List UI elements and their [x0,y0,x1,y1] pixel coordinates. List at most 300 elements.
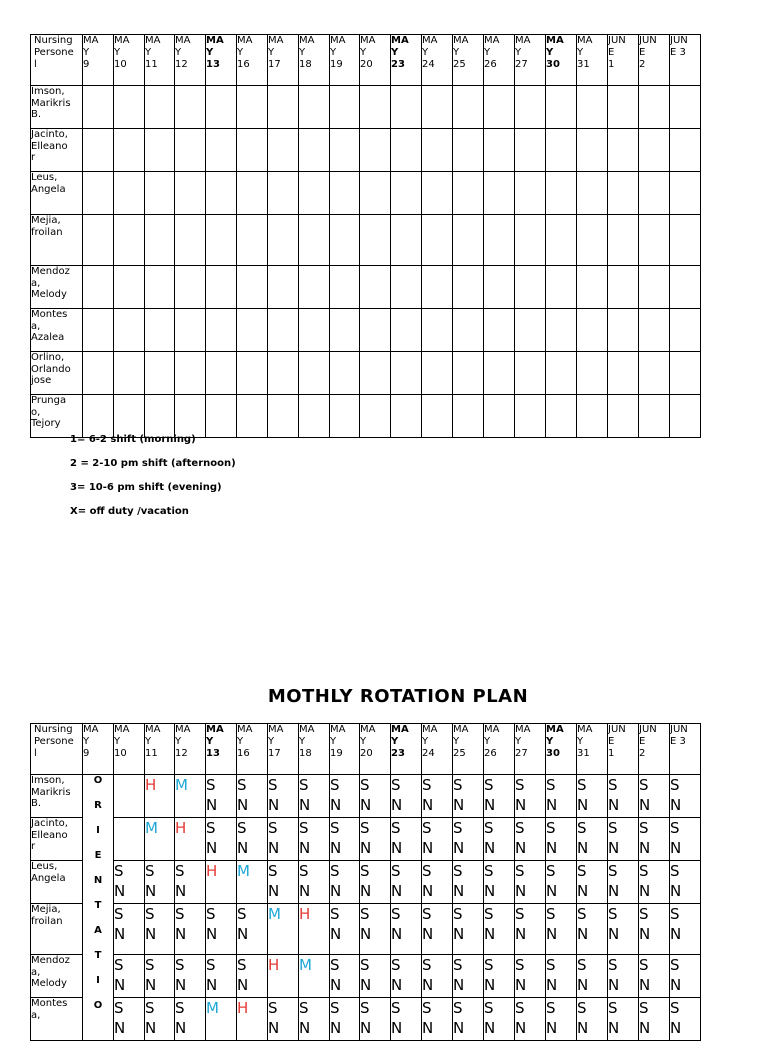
schedule-cell [330,395,360,438]
shift-cell [422,818,453,861]
date-header: MA Y 24 [422,724,453,775]
header-nursing-personnel: Nursing Persone l [31,724,83,775]
date-header: MA Y 30 [546,35,577,86]
date-header: MA Y 20 [360,724,391,775]
shift-code: S N [546,905,558,943]
schedule-cell [299,352,330,395]
schedule-cell [145,395,175,438]
schedule-cell [391,215,422,266]
date-header: MA Y 11 [145,724,175,775]
shift-cell [608,904,639,955]
orientation-letter: A [94,925,102,936]
shift-cell [206,775,237,818]
schedule-cell [546,395,577,438]
shift-code: S N [206,905,218,943]
table-row [31,775,701,818]
date-header: MA Y 12 [175,724,206,775]
schedule-cell [175,172,206,215]
shift-code: S N [360,956,372,994]
shift-cell [299,775,330,818]
schedule-cell [608,129,639,172]
schedule-cell [577,129,608,172]
date-header: MA Y 26 [484,724,515,775]
schedule-cell [453,352,484,395]
shift-cell [670,955,701,998]
legend-item: 3= 10-6 pm shift (evening) [70,482,222,493]
shift-cell [670,998,701,1041]
date-header: MA Y 23 [391,35,422,86]
shift-code: S N [608,819,620,857]
schedule-cell [608,172,639,215]
date-header: MA Y 18 [299,724,330,775]
personnel-name: Jacinto, Elleano r [31,129,83,172]
shift-code: S N [206,819,218,857]
shift-code: S N [268,776,280,814]
personnel-name: Orlino, Orlando jose [31,352,83,395]
shift-cell [515,904,546,955]
schedule-cell [330,266,360,309]
shift-cell [145,904,175,955]
shift-code: S N [639,999,651,1037]
table-row [31,904,701,955]
schedule-cell [237,309,268,352]
date-header: MA Y 11 [145,35,175,86]
schedule-cell [453,172,484,215]
schedule-cell [299,86,330,129]
schedule-cell [330,215,360,266]
shift-code: S N [484,905,496,943]
schedule-cell [453,266,484,309]
schedule-cell [453,215,484,266]
schedule-cell [114,215,145,266]
shift-code: S N [114,956,126,994]
shift-cell [546,861,577,904]
shift-code: S N [453,862,465,900]
shift-cell [515,998,546,1041]
shift-code: S N [114,862,126,900]
shift-code: S N [670,999,682,1037]
shift-cell [145,861,175,904]
schedule-cell [175,352,206,395]
date-header: MA Y 12 [175,35,206,86]
table-row [31,395,701,438]
schedule-cell [546,86,577,129]
date-header: JUN E 2 [639,724,670,775]
shift-code: S N [145,999,157,1037]
shift-code: S N [299,819,311,857]
schedule-cell [268,395,299,438]
shift-cell [453,818,484,861]
shift-code: S N [175,956,187,994]
shift-cell [175,818,206,861]
shift-cell [299,955,330,998]
shift-cell [268,955,299,998]
shift-code: S N [391,956,403,994]
shift-cell [391,861,422,904]
shift-code: S N [360,776,372,814]
shift-cell [639,955,670,998]
shift-cell [670,775,701,818]
shift-code: S N [422,956,434,994]
schedule-cell [639,215,670,266]
shift-cell [268,861,299,904]
schedule-cell [206,172,237,215]
shift-code: S N [299,999,311,1037]
orientation-letter: T [94,950,102,961]
schedule-cell [83,86,114,129]
shift-cell [391,955,422,998]
shift-code: S N [114,999,126,1037]
date-header: JUN E 3 [670,35,701,86]
schedule-cell [175,86,206,129]
shift-code: S N [608,905,620,943]
orientation-letter: N [93,875,103,886]
shift-code: S N [330,776,342,814]
shift-code: S N [639,956,651,994]
shift-code: S N [175,999,187,1037]
personnel-name: Mendoz a, Melody [31,955,83,998]
shift-code: S N [330,999,342,1037]
schedule-cell [360,309,391,352]
date-header: MA Y 13 [206,724,237,775]
shift-code: S N [546,999,558,1037]
shift-code: S N [546,819,558,857]
table-row [31,86,701,129]
shift-code: S N [484,999,496,1037]
schedule-cell [453,309,484,352]
table-row [31,818,701,861]
date-header: MA Y 17 [268,35,299,86]
date-header: MA Y 19 [330,35,360,86]
shift-cell [237,955,268,998]
schedule-cell [83,309,114,352]
shift-cell [515,775,546,818]
shift-cell [453,775,484,818]
shift-cell [608,818,639,861]
schedule-cell [145,172,175,215]
schedule-cell [299,266,330,309]
shift-cell [330,904,360,955]
shift-code: S N [608,862,620,900]
shift-code: S N [546,862,558,900]
schedule-cell [237,395,268,438]
table-row [31,215,701,266]
shift-cell [639,818,670,861]
personnel-name: Leus, Angela [31,861,83,904]
shift-cell [670,818,701,861]
shift-code: S N [670,862,682,900]
schedule-cell [577,395,608,438]
shift-code: S N [206,776,218,814]
shift-code: S N [237,819,249,857]
shift-code: S N [577,905,589,943]
schedule-cell [422,309,453,352]
shift-code: S N [268,999,280,1037]
schedule-cell [515,172,546,215]
schedule-cell [670,172,701,215]
date-header: MA Y 10 [114,724,145,775]
shift-cell [360,998,391,1041]
shift-code: S N [670,905,682,943]
schedule-cell [577,309,608,352]
shift-cell [453,998,484,1041]
schedule-cell [422,172,453,215]
shift-code: S N [360,819,372,857]
schedule-cell [484,309,515,352]
shift-cell [546,818,577,861]
shift-cell [330,775,360,818]
schedule-cell [608,215,639,266]
shift-code: S N [453,999,465,1037]
table-row [31,266,701,309]
shift-cell [577,818,608,861]
schedule-cell [360,129,391,172]
schedule-cell [360,86,391,129]
shift-code: S N [670,956,682,994]
date-header: MA Y 25 [453,35,484,86]
schedule-cell [299,172,330,215]
shift-code: S N [608,776,620,814]
shift-cell [391,998,422,1041]
shift-cell [546,998,577,1041]
date-header: MA Y 20 [360,35,391,86]
shift-code: S N [484,776,496,814]
shift-code: S N [422,905,434,943]
shift-cell [577,904,608,955]
orientation-letter: I [96,975,100,986]
shift-code: S N [546,776,558,814]
shift-code: S N [515,862,527,900]
schedule-cell [83,266,114,309]
date-header: JUN E 1 [608,724,639,775]
shift-code: M [268,905,281,923]
legend-item: 1= 6-2 shift (morning) [70,434,196,445]
shift-cell [145,955,175,998]
shift-cell [577,998,608,1041]
date-header: MA Y 9 [83,35,114,86]
shift-code: S N [577,999,589,1037]
legend-item: X= off duty /vacation [70,506,189,517]
schedule-cell [515,352,546,395]
shift-code: M [206,999,219,1017]
shift-cell [206,861,237,904]
shift-cell [391,818,422,861]
table-row [31,861,701,904]
shift-cell [237,775,268,818]
orientation-label [83,775,114,1041]
schedule-cell [546,129,577,172]
shift-code: S N [422,776,434,814]
schedule-cell [206,352,237,395]
date-header: JUN E 2 [639,35,670,86]
shift-cell [299,998,330,1041]
shift-code: S N [670,819,682,857]
schedule-cell [422,395,453,438]
shift-cell [206,955,237,998]
schedule-cell [484,352,515,395]
shift-cell [175,998,206,1041]
table-row [31,352,701,395]
schedule-table-bottom [30,723,701,1041]
schedule-cell [484,129,515,172]
personnel-name: Prunga o, Tejory [31,395,83,438]
schedule-cell [484,86,515,129]
shift-code: M [237,862,250,880]
table-row [31,129,701,172]
shift-cell [453,955,484,998]
shift-code: S N [145,905,157,943]
schedule-cell [670,395,701,438]
schedule-cell [577,266,608,309]
schedule-cell [206,215,237,266]
shift-code: S N [360,999,372,1037]
schedule-cell [237,172,268,215]
date-header: JUN E 3 [670,724,701,775]
schedule-cell [515,86,546,129]
shift-cell [639,775,670,818]
schedule-cell [546,266,577,309]
orientation-letter: O [93,775,103,786]
shift-cell [114,861,145,904]
shift-cell [237,818,268,861]
shift-code: S N [391,905,403,943]
shift-cell [175,861,206,904]
shift-code: S N [299,862,311,900]
shift-cell [330,818,360,861]
shift-cell [639,861,670,904]
shift-cell [484,955,515,998]
shift-cell [299,861,330,904]
date-header: MA Y 19 [330,724,360,775]
schedule-cell [639,266,670,309]
shift-cell [422,955,453,998]
shift-code: M [145,819,158,837]
shift-code: S N [237,956,249,994]
shift-code: S N [639,819,651,857]
shift-code: S N [515,776,527,814]
shift-code: S N [453,776,465,814]
shift-code: S N [330,819,342,857]
schedule-cell [145,352,175,395]
shift-cell [453,904,484,955]
shift-cell [145,818,175,861]
shift-code: H [145,776,157,794]
schedule-cell [515,395,546,438]
schedule-cell [546,352,577,395]
shift-cell [237,861,268,904]
shift-code: S N [453,956,465,994]
date-header: MA Y 26 [484,35,515,86]
shift-code: S N [515,819,527,857]
shift-cell [206,818,237,861]
date-header: MA Y 18 [299,35,330,86]
shift-code: S N [484,956,496,994]
personnel-name: Montes a, Azalea [31,309,83,352]
schedule-cell [422,266,453,309]
schedule-cell [175,395,206,438]
shift-cell [515,955,546,998]
personnel-name: Mendoz a, Melody [31,266,83,309]
schedule-cell [145,129,175,172]
schedule-cell [237,352,268,395]
date-header: MA Y 25 [453,724,484,775]
schedule-cell [670,266,701,309]
schedule-cell [515,309,546,352]
legend-item: 2 = 2-10 pm shift (afternoon) [70,458,236,469]
shift-cell [577,955,608,998]
shift-code: S N [360,862,372,900]
shift-code: S N [453,819,465,857]
schedule-cell [268,309,299,352]
header-nursing-personnel: Nursing Persone l [31,35,83,86]
personnel-name: Montes a, [31,998,83,1041]
shift-code: S N [515,999,527,1037]
shift-cell [175,904,206,955]
shift-cell [114,904,145,955]
date-header: MA Y 27 [515,35,546,86]
shift-cell [546,904,577,955]
schedule-cell [484,395,515,438]
orientation-letter: O [93,1000,103,1011]
shift-code: S N [577,819,589,857]
shift-cell [330,955,360,998]
schedule-cell [268,215,299,266]
shift-code: S N [484,862,496,900]
personnel-name: Imson, Marikris B. [31,86,83,129]
shift-cell [608,998,639,1041]
shift-code: S N [268,862,280,900]
schedule-cell [237,266,268,309]
shift-cell [391,904,422,955]
shift-code: H [299,905,311,923]
shift-code: S N [330,956,342,994]
shift-code: S N [515,956,527,994]
shift-cell [206,904,237,955]
schedule-cell [206,266,237,309]
schedule-cell [391,86,422,129]
shift-cell [639,998,670,1041]
shift-cell [639,904,670,955]
schedule-cell [268,352,299,395]
shift-code: S N [670,776,682,814]
schedule-cell [577,86,608,129]
personnel-name: Mejia, froilan [31,215,83,266]
shift-cell [206,998,237,1041]
orientation-letter: I [96,825,100,836]
shift-cell [330,998,360,1041]
shift-code: S N [299,776,311,814]
shift-cell [608,955,639,998]
shift-cell [546,775,577,818]
table-row [31,172,701,215]
schedule-cell [360,215,391,266]
schedule-cell [268,86,299,129]
schedule-cell [453,395,484,438]
shift-cell [577,861,608,904]
shift-cell [422,904,453,955]
shift-code: S N [608,999,620,1037]
shift-cell [422,861,453,904]
shift-cell [484,818,515,861]
schedule-cell [360,395,391,438]
schedule-cell [453,86,484,129]
shift-cell [114,818,145,861]
schedule-cell [546,172,577,215]
shift-cell [360,818,391,861]
shift-cell [268,904,299,955]
schedule-cell [422,129,453,172]
date-header: MA Y 31 [577,724,608,775]
